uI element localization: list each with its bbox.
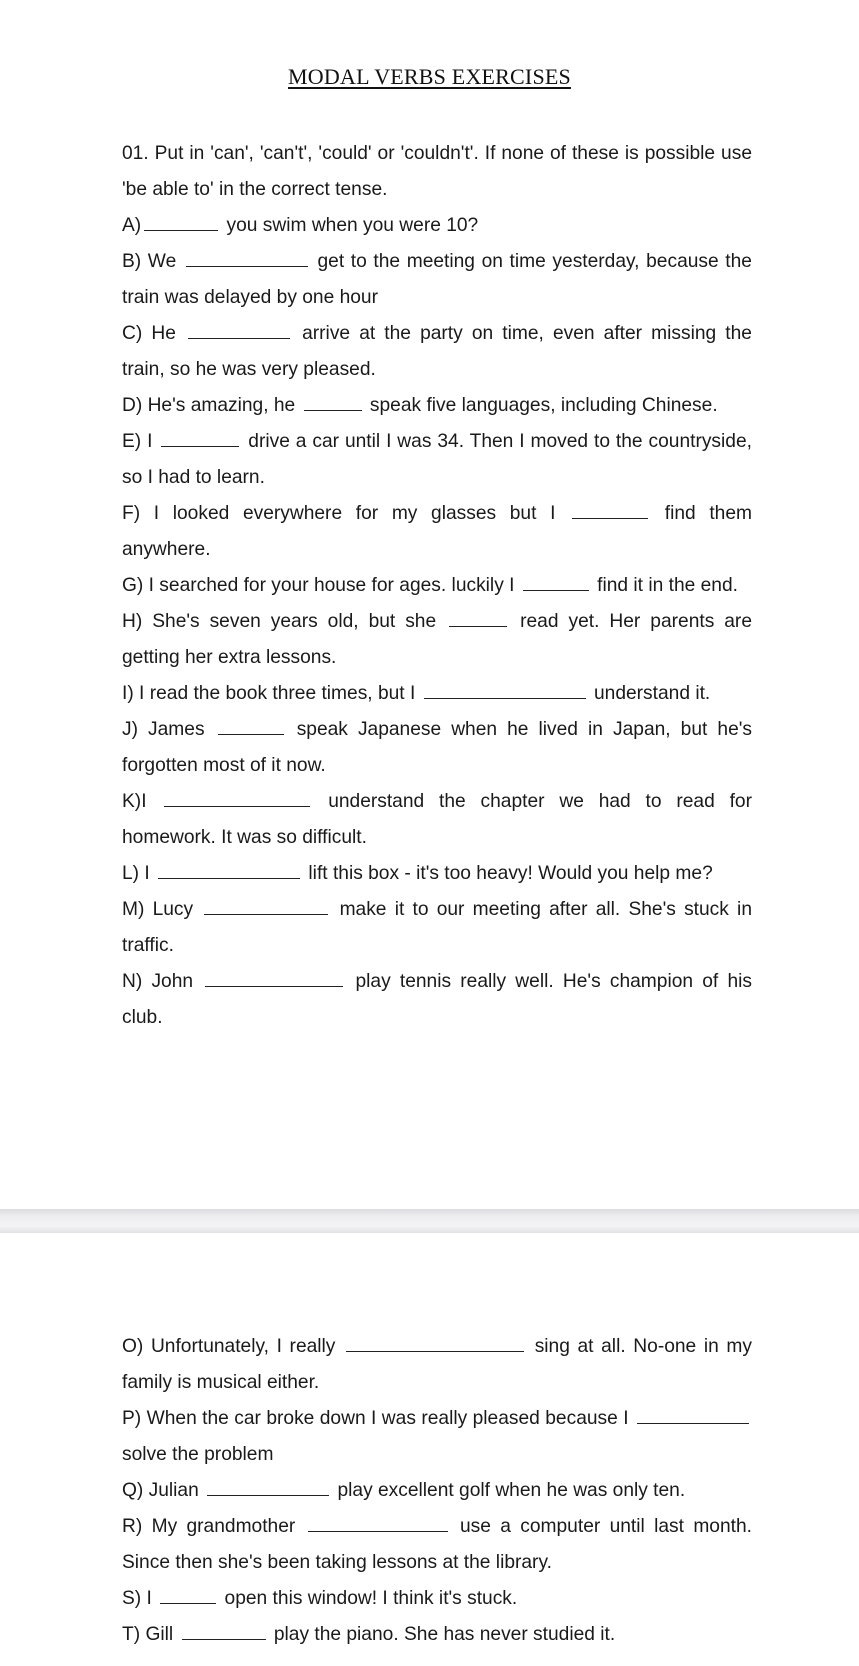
exercise-item-n — [122, 964, 752, 1036]
item-suffix: speak Japanese when he lived in Japan, but he's forgotten most of it now. — [122, 719, 753, 776]
item-prefix: I) I read the book three times, but I — [122, 683, 416, 704]
exercise-item-o — [122, 1329, 752, 1401]
exercise-body-continued — [122, 1329, 752, 1653]
answer-blank — [158, 862, 300, 879]
item-prefix: B) We — [122, 251, 177, 272]
answer-blank — [449, 610, 507, 627]
exercise-item-m — [122, 892, 752, 964]
exercise-body — [122, 136, 752, 1036]
answer-blank — [182, 1623, 266, 1640]
item-prefix: S) I — [122, 1588, 152, 1609]
answer-blank — [218, 718, 284, 735]
item-prefix: L) I — [122, 863, 150, 884]
answer-blank — [346, 1335, 524, 1352]
item-prefix: E) I — [122, 431, 153, 452]
exercise-item-p — [122, 1401, 752, 1473]
exercise-item-f — [122, 496, 752, 568]
exercise-item-h — [122, 604, 752, 676]
item-prefix: J) James — [122, 719, 205, 740]
exercise-item-b — [122, 244, 752, 316]
exercise-item-g — [122, 568, 752, 604]
item-prefix: N) John — [122, 971, 194, 992]
item-prefix: O) Unfortunately, I really — [122, 1336, 336, 1357]
item-prefix: Q) Julian — [122, 1480, 199, 1501]
item-suffix: open this window! I think it's stuck. — [224, 1588, 518, 1609]
exercise-item-i — [122, 676, 752, 712]
item-prefix: H) She's seven years old, but she — [122, 611, 437, 632]
exercise-item-t — [122, 1617, 752, 1653]
item-suffix: understand it. — [593, 683, 711, 704]
exercise-item-j — [122, 712, 752, 784]
item-suffix: speak five languages, including Chinese. — [369, 395, 718, 416]
answer-blank — [304, 394, 362, 411]
item-suffix: get to the meeting on time yesterday, because the train was delayed by one hour — [122, 251, 752, 308]
exercise-item-e — [122, 424, 752, 496]
item-suffix: understand the chapter we had to read for homework. It was so difficult. — [122, 791, 752, 848]
exercise-item-l — [122, 856, 752, 892]
exercise-item-q — [122, 1473, 752, 1509]
item-prefix: C) He — [122, 323, 176, 344]
item-suffix: solve the problem — [122, 1444, 274, 1465]
item-suffix: make it to our meeting after all. She's stuck in traffic. — [122, 899, 752, 956]
item-suffix: you swim when you were 10? — [226, 215, 479, 236]
item-prefix: K)I — [122, 791, 147, 812]
answer-blank — [204, 898, 328, 915]
item-suffix: find it in the end. — [597, 575, 738, 596]
worksheet-title: MODAL VERBS EXERCISES — [288, 64, 571, 89]
item-suffix: read yet. Her parents are getting her extra lessons. — [122, 611, 752, 668]
page-separator — [0, 1209, 859, 1233]
exercise-item-k — [122, 784, 752, 856]
item-suffix: arrive at the party on time, even after missing the train, so he was very pleased. — [122, 323, 752, 380]
item-prefix: M) Lucy — [122, 899, 194, 920]
answer-blank — [160, 1587, 216, 1604]
answer-blank — [205, 970, 343, 987]
item-prefix: T) Gill — [122, 1624, 174, 1645]
item-suffix: use a computer until last month. Since then she's been taking lessons at the library. — [122, 1516, 752, 1573]
exercise-item-d — [122, 388, 752, 424]
answer-blank — [424, 682, 586, 699]
item-prefix: D) He's amazing, he — [122, 395, 296, 416]
exercise-item-c — [122, 316, 752, 388]
item-suffix: play the piano. She has never studied it. — [273, 1624, 616, 1645]
item-suffix: play excellent golf when he was only ten. — [337, 1480, 686, 1501]
answer-blank — [572, 502, 648, 519]
item-suffix: find them anywhere. — [122, 503, 752, 560]
answer-blank — [186, 250, 308, 267]
item-prefix: G) I searched for your house for ages. luckily I — [122, 575, 515, 596]
answer-blank — [637, 1407, 749, 1424]
answer-blank — [144, 214, 218, 231]
item-suffix: drive a car until I was 34. Then I moved to the countryside, so I had to learn. — [122, 431, 752, 488]
answer-blank — [308, 1515, 448, 1532]
item-suffix: sing at all. No-one in my family is musical either. — [122, 1336, 752, 1393]
exercise-item-r — [122, 1509, 752, 1581]
item-suffix: play tennis really well. He's champion of his club. — [122, 971, 752, 1028]
item-prefix: F) I looked everywhere for my glasses but I — [122, 503, 556, 524]
exercise-item-s — [122, 1581, 752, 1617]
answer-blank — [207, 1479, 329, 1496]
answer-blank — [164, 790, 310, 807]
item-suffix: lift this box - it's too heavy! Would you help me? — [308, 863, 713, 884]
answer-blank — [188, 322, 290, 339]
item-prefix: R) My grandmother — [122, 1516, 296, 1537]
exercise-item-a — [122, 208, 752, 244]
answer-blank — [161, 430, 239, 447]
item-prefix: P) When the car broke down I was really pleased because I — [122, 1408, 629, 1429]
exercise-instruction: 01. Put in 'can', 'can't', 'could' or 'couldn't'. If none of these is possible use 'be able to' in the correct tense. — [122, 143, 752, 200]
item-prefix: A) — [122, 215, 142, 236]
answer-blank — [523, 574, 589, 591]
